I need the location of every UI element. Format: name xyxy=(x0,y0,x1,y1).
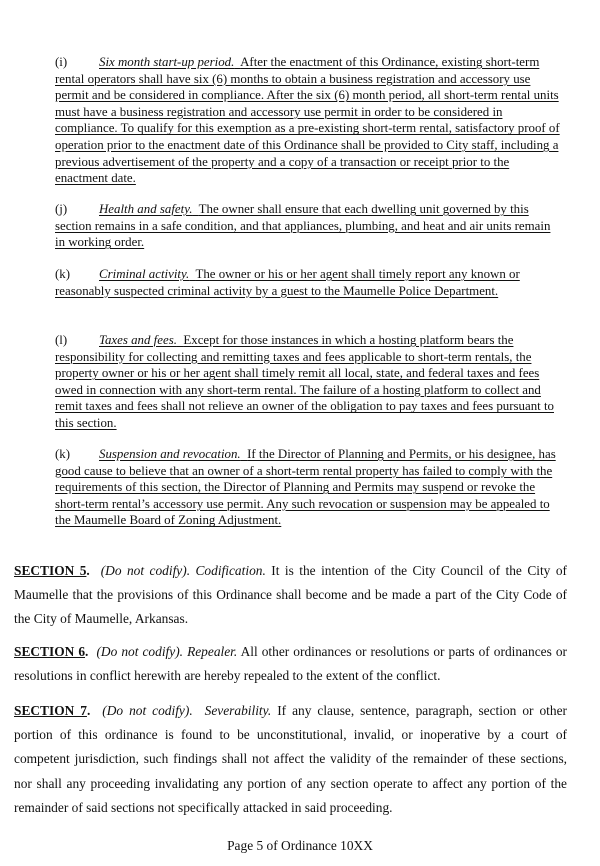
subsection-title: Taxes and fees. xyxy=(99,333,177,347)
subsection-k-suspension xyxy=(55,446,560,529)
section-heading: SECTION 6 xyxy=(14,644,86,659)
section-note: (Do not codify). xyxy=(100,563,191,578)
subsection-k-criminal xyxy=(55,266,560,299)
section-title: Repealer. xyxy=(187,644,238,659)
subsection-title: Health and safety. xyxy=(99,202,193,216)
subsection-title: Suspension and revocation. xyxy=(99,447,241,461)
section-body: If any clause, sentence, paragraph, section or other portion of this ordinance is found to be unconstitutional, invalid, or inoperative by a court of competent jurisdiction, such findings shall not affect the validity of the remainder of these sections, nor shall any proceeding invalidating any portion of any section operate to affect any portion of the remainder of said sections not specifically attacked in said proceeding. xyxy=(14,703,567,815)
subsection-label: (i) xyxy=(55,55,68,69)
section-title: Codification. xyxy=(195,563,266,578)
subsection-body: After the enactment of this Ordinance, existing short-term rental operators shall have six (6) months to obtain a business registration and accessory use permit and be considered in compliance. After the six (6) month period, all short-term rental units must have a business registration and accessory use permit in order to be considered in compliance. To qualify for this exemption as a pre-existing short-term rental, satisfactory proof of operation prior to the enactment date of this Ordinance shall be provided to City staff, including a previous advertisement of the property and a copy of a transaction or receipt prior to the enactment date. xyxy=(55,55,560,186)
subsection-body: Except for those instances in which a hosting platform bears the responsibility for collecting and remitting taxes and fees applicable to short-term rentals, the property owner or his or her agent shall timely remit all local, state, and federal taxes and fees owed in connection with any short-term rental. The failure of a hosting platform to collect and remit taxes and fees shall not relieve an owner of the obligation to pay taxes and fees pursuant to this section. xyxy=(55,333,554,430)
subsection-body: The owner shall ensure that each dwelling unit governed by this section remains in a safe condition, and that appliances, plumbing, and heat and air units remain in working order. xyxy=(55,202,551,250)
subsection-body: The owner or his or her agent shall timely report any known or reasonably suspected criminal activity by a guest to the Maumelle Police Department. xyxy=(55,267,520,298)
section-note: (Do not codify). xyxy=(96,644,184,659)
section-6: SECTION 6. (Do not codify). Repealer. All other ordinances or resolutions or parts of ordinances or resolutions in conflict herewith are hereby repealed to the extent of the conflict. xyxy=(14,644,567,684)
section-note: (Do not codify). xyxy=(102,703,193,718)
section-5: SECTION 5. (Do not codify). Codification. It is the intention of the City Council of the City of Maumelle that the provisions of this Ordinance shall become and be made a part of the City Code of the City of Maumelle, Arkansas. xyxy=(14,563,567,627)
subsection-label: (k) xyxy=(55,447,71,461)
section-7: SECTION 7. (Do not codify). Severability. If any clause, sentence, paragraph, section or other portion of this ordinance is found to be unconstitutional, invalid, or inoperative by a court of competent jurisdiction, such findings shall not affect the validity of the remainder of these sections, nor shall any proceeding invalidating any portion of any section operate to affect any portion of the remainder of said sections not specifically attacked in said proceeding. xyxy=(14,703,567,815)
subsection-label: (k) xyxy=(55,267,71,281)
subsection-label: (l) xyxy=(55,333,68,347)
section-title: Severability. xyxy=(204,703,272,718)
subsection-l xyxy=(55,332,560,432)
subsection-label: (j) xyxy=(55,202,68,216)
subsection-j xyxy=(55,201,560,251)
section-body: It is the intention of the City Council of the City of Maumelle that the provisions of this Ordinance shall become and be made a part of the City Code of the City of Maumelle, Arkansas. xyxy=(14,563,567,627)
subsection-i xyxy=(55,54,560,187)
subsection-title: Six month start-up period. xyxy=(99,55,235,69)
page-footer: Page 5 of Ordinance 10XX xyxy=(227,838,373,853)
section-heading: SECTION 7 xyxy=(14,703,87,718)
subsection-title: Criminal activity. xyxy=(99,267,190,281)
subsection-body: If the Director of Planning and Permits, or his designee, has good cause to believe that an owner of a short-term rental property has failed to comply with the requirements of this section, the Director of Planning and Permits may suspend or revoke the short-term rental’s accessory use permit. Any such revocation or suspension may be appealed to the Maumelle Board of Zoning Adjustment. xyxy=(55,447,556,528)
section-heading: SECTION 5 xyxy=(14,563,87,578)
section-body: All other ordinances or resolutions or parts of ordinances or resolutions in conflict herewith are hereby repealed to the extent of the conflict. xyxy=(14,644,567,684)
